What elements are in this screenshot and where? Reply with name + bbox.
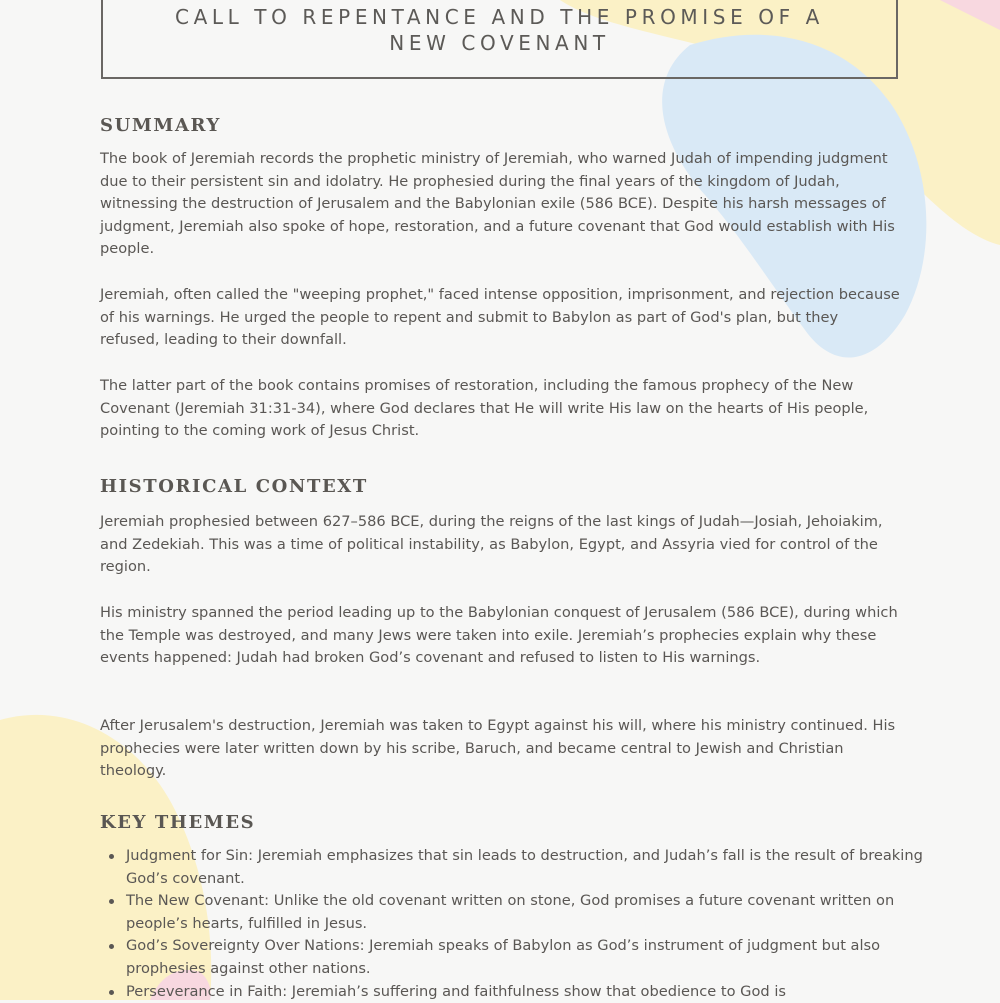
historical-paragraph-3: After Jerusalem's destruction, Jeremiah was taken to Egypt against his will, where his ministry continued. His prophecies were later written down by his scribe, Baruch, and became central to Jewish and Christian theology. [100,717,896,780]
historical-paragraph-1: Jeremiah prophesied between 627–586 BCE, during the reigns of the last kings of Judah—Josiah, Jehoiakim, and Zedekiah. This was a time of political instability, as Babylon, Egypt, and Assyria vied for control of the region. [100,513,883,576]
historical-heading: HISTORICAL CONTEXT [100,476,368,497]
list-item: Perseverance in Faith: Jeremiah’s suffering and faithfulness show that obedience to God is [126,981,926,1003]
list-item: The New Covenant: Unlike the old covenant written on stone, God promises a future covenant written on people’s hearts, fulfilled in Jesus. [126,890,926,935]
summary-paragraph-2: Jeremiah, often called the "weeping prophet," faced intense opposition, imprisonment, and rejection because of his warnings. He urged the people to repent and submit to Babylon as part of God's plan, but they refused, leading to their downfall. [100,286,900,349]
summary-paragraph-1: The book of Jeremiah records the prophetic ministry of Jeremiah, who warned Judah of impending judgment due to their persistent sin and idolatry. He prophesied during the final years of the kingdom of Judah, witnessing the destruction of Jerusalem and the Babylonian exile (586 BCE). Despite his harsh messages of judgment, Jeremiah also spoke of hope, restoration, and a future covenant that God would establish with His people. [100,150,895,258]
themes-heading: KEY THEMES [100,812,256,833]
summary-heading: SUMMARY [100,115,221,136]
title-line-1: CALL TO REPENTANCE AND THE PROMISE OF A [175,5,824,29]
title-box [101,0,898,79]
summary-paragraph-3: The latter part of the book contains promises of restoration, including the famous prophecy of the New Covenant (Jeremiah 31:31-34), where God declares that He will write His law on the hearts of His people, pointing to the coming work of Jesus Christ. [100,377,869,440]
themes-list [100,845,926,1003]
historical-paragraph-2: His ministry spanned the period leading up to the Babylonian conquest of Jerusalem (586 BCE), during which the Temple was destroyed, and many Jews were taken into exile. Jeremiah’s prophecies explain why these events happened: Judah had broken God’s covenant and refused to listen to His warnings. [100,604,898,667]
list-item: Judgment for Sin: Jeremiah emphasizes that sin leads to destruction, and Judah’s fall is the result of breaking God’s covenant. [126,845,926,890]
title-line-2: NEW COVENANT [389,31,610,55]
list-item: God’s Sovereignty Over Nations: Jeremiah speaks of Babylon as God’s instrument of judgment but also prophesies against other nations. [126,935,926,980]
page-title [103,4,896,56]
